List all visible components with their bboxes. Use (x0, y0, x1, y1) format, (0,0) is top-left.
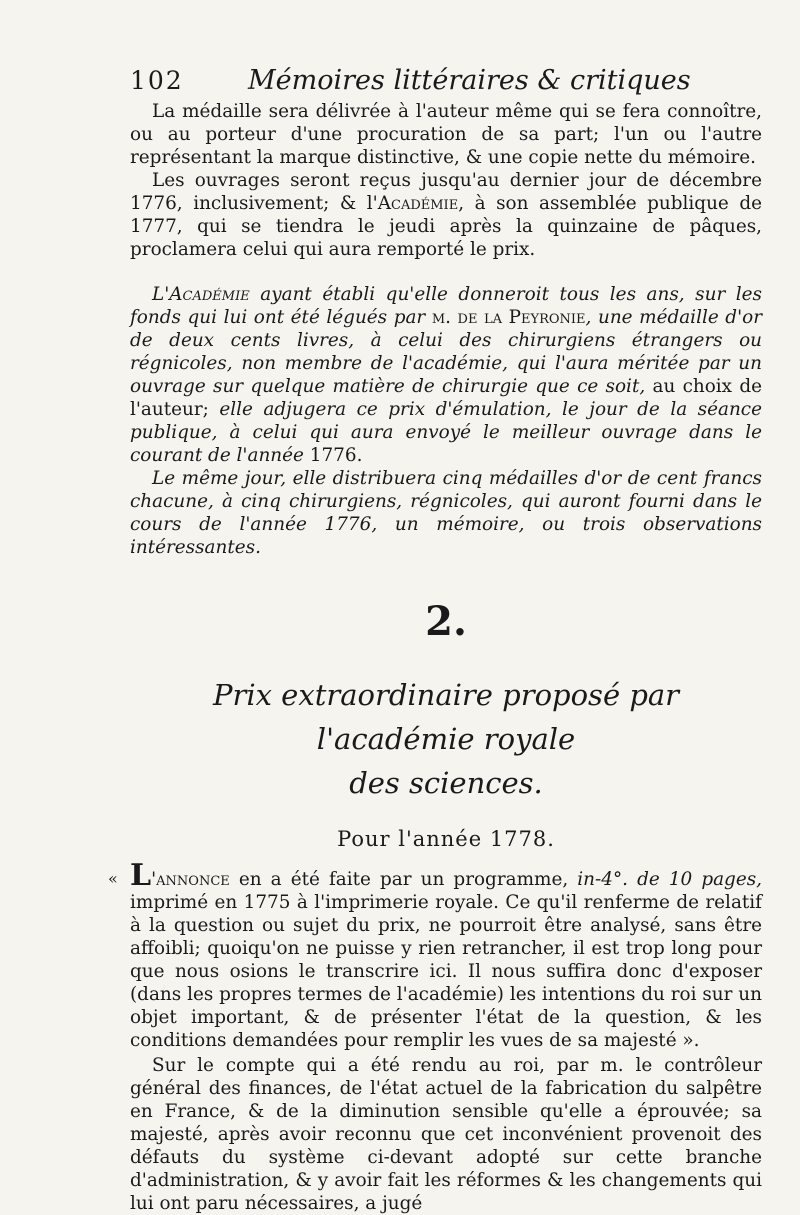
annonce-small-caps: 'annonce (151, 869, 230, 890)
report-block (130, 1054, 762, 1215)
academie-small-caps-2: L'Académie (152, 284, 250, 305)
peyronie-text-b: , une médaille d'or de deux cents livres, à celui des chirurgiens étrangers ou régnicoles, non membre de l'académie, qui l'aura méritée par un ouvrage sur quelque matière de chirurgie que ce soit, (130, 307, 762, 397)
paragraph-saltpetre: Sur le compte qui a été rendu au roi, par m. le contrôleur général des finances, de l'état actuel de la fabrication du salpêtre en France, & de la diminution sensible qu'elle a éprouvée; sa majesté, après avoir reconnu que cet inconvénient provenoit des défauts du système ci-devant adopté sur cette branche d'administration, & y avoir fait les réformes & les changements qui lui ont paru nécessaires, a jugé (130, 1055, 762, 1214)
drop-cap: L (130, 858, 152, 893)
annonce-format: in-4°. de 10 pages, (577, 869, 762, 890)
peyronie-year: 1776. (309, 445, 363, 466)
paragraph-gap (130, 261, 762, 283)
running-title: Mémoires littéraires & critiques (248, 65, 691, 96)
paragraph-five-medals: Le même jour, elle distribuera cinq médailles d'or de cent francs chacune, à cinq chirurgiens, régnicoles, qui auront fourni dans le cours de l'année 1776, un mémoire, ou trois observations intéressantes. (130, 468, 762, 558)
academie-small-caps: Académie (377, 193, 459, 214)
page-number: 102 (130, 66, 184, 95)
prize-title (130, 673, 762, 805)
peyronie-text-a: ayant établi qu'elle donneroit tous les ans, sur les fonds qui lui ont été légués par (130, 284, 762, 328)
section-number: 2. (425, 598, 467, 645)
peyronie-name: m. de la Peyronie (431, 307, 586, 328)
page-header (130, 64, 762, 98)
prize-title-line-2: des sciences. (349, 766, 543, 800)
prize-year: Pour l'année 1778. (337, 827, 555, 851)
annonce-text-a: en a été faite par un programme, (229, 869, 578, 890)
paragraph-medal-delivery: La médaille sera délivrée à l'auteur même qui se fera connoître, ou au porteur d'une procuration de sa part; l'un ou l'autre représentant la marque distinctive, & une copie nette du mémoire. (130, 101, 762, 168)
quote-mark: « (108, 869, 118, 888)
annonce-text-b: imprimé en 1775 à l'imprimerie royale. Ce qu'il renferme de relatif à la question ou sujet du prix, ne pourroit être analysé, sans être affoibli; quoiqu'on ne puisse y rien retrancher, il est trop long pour que nous osions le transcrire ici. Il nous suffira donc d'exposer (dans les propres termes de l'académie) les intentions du roi sur un objet important, & de présenter l'état de la question, & les conditions demandées pour remplir les vues de sa majesté ». (130, 892, 762, 1051)
paragraph-annonce (108, 858, 762, 1052)
peyronie-text-c: au choix de l'auteur; (130, 376, 762, 420)
deadline-text-a: Les ouvrages seront reçus jusqu'au dernier jour de décembre 1776, inclusivement; & l' (130, 170, 762, 214)
paragraph-deadline (130, 169, 762, 261)
quote-block (108, 858, 762, 1052)
deadline-text-b: , à son assemblée publique de 1777, qui se tiendra le jeudi après la quinzaine de pâques, proclamera celui qui aura remporté le prix. (130, 193, 762, 260)
paragraph-peyronie-prize (130, 283, 762, 467)
peyronie-text-d: elle adjugera ce prix d'émulation, le jour de la séance publique, à celui qui aura envoyé le meilleur ouvrage dans le courant de l'année (130, 399, 762, 466)
prize-title-line-1: Prix extraordinaire proposé par l'académie royale (212, 678, 680, 756)
